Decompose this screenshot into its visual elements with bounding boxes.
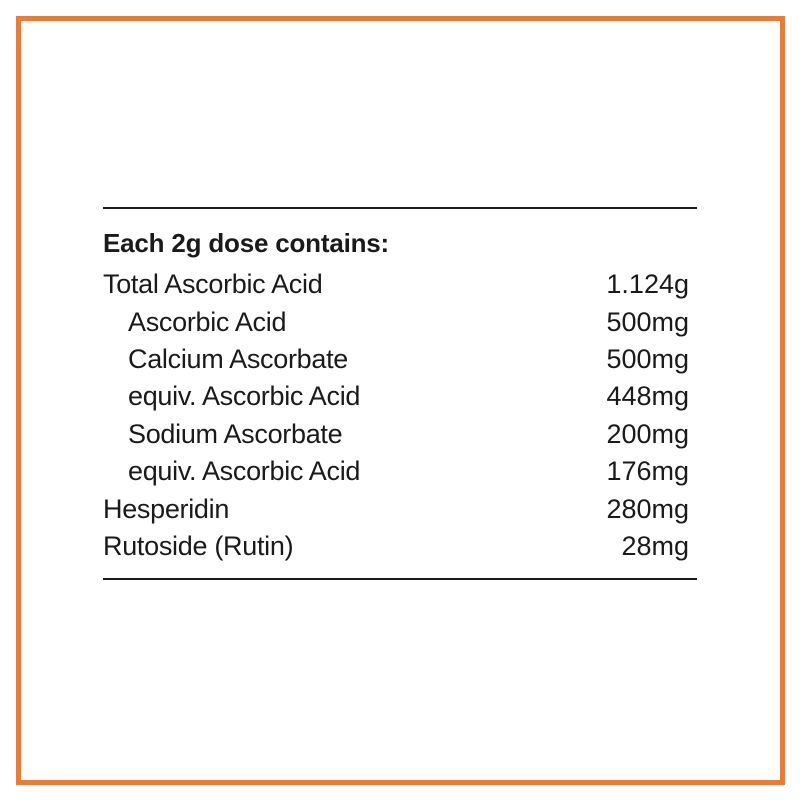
ingredient-label: Ascorbic Acid [128, 306, 287, 337]
ingredient-row [103, 528, 697, 565]
ingredient-label: equiv. Ascorbic Acid [128, 456, 361, 487]
ingredient-label: equiv. Ascorbic Acid [128, 381, 361, 412]
ingredient-row [103, 490, 697, 527]
ingredient-label: Hesperidin [103, 493, 230, 524]
ingredient-amount: 280mg [606, 493, 689, 524]
supplement-facts-panel [103, 207, 697, 580]
ingredient-amount: 176mg [606, 456, 689, 487]
ingredient-amount: 500mg [606, 306, 689, 337]
ingredient-amount: 500mg [606, 343, 689, 374]
ingredient-amount: 448mg [606, 381, 689, 412]
ingredient-amount: 28mg [621, 530, 689, 561]
bottom-divider [103, 578, 697, 580]
ingredient-row [103, 378, 697, 415]
top-divider [103, 207, 697, 209]
ingredient-label: Calcium Ascorbate [128, 343, 348, 374]
panel-heading: Each 2g dose contains: [103, 228, 390, 258]
ingredient-row [103, 303, 697, 340]
ingredient-amount: 1.124g [606, 269, 689, 300]
ingredient-row [103, 266, 697, 303]
ingredient-list [103, 266, 697, 565]
ingredient-row [103, 453, 697, 490]
ingredient-row [103, 341, 697, 378]
ingredient-label: Rutoside (Rutin) [103, 530, 294, 561]
ingredient-label: Total Ascorbic Acid [103, 269, 323, 300]
ingredient-amount: 200mg [606, 418, 689, 449]
ingredient-row [103, 416, 697, 453]
ingredient-label: Sodium Ascorbate [128, 418, 343, 449]
